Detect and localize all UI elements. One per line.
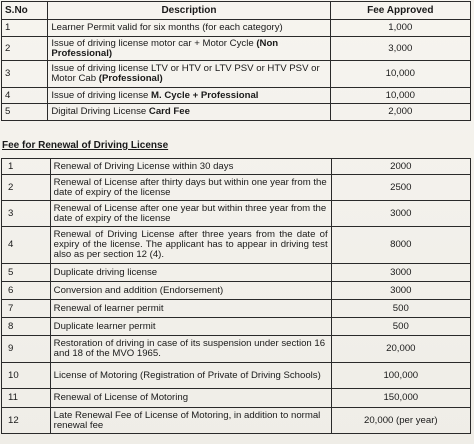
row-description: Duplicate driving license — [50, 264, 331, 282]
table-row — [2, 300, 471, 318]
table-row — [2, 408, 471, 434]
row-fee: 3,000 — [330, 37, 470, 61]
row-fee: 2500 — [331, 175, 470, 201]
table-row — [2, 389, 471, 408]
row-description: Duplicate learner permit — [50, 318, 331, 336]
row-sno: 8 — [2, 318, 51, 336]
row-description: Issue of driving license motor car + Motor Cycle (Non Professional) — [48, 37, 330, 61]
row-sno: 1 — [2, 159, 51, 175]
table-row — [2, 37, 471, 61]
row-fee: 8000 — [331, 227, 470, 264]
row-fee: 2000 — [331, 159, 470, 175]
row-description: License of Motoring (Registration of Private of Driving Schools) — [50, 363, 331, 389]
row-fee: 20,000 (per year) — [331, 408, 470, 434]
row-fee: 3000 — [331, 264, 470, 282]
row-fee: 100,000 — [331, 363, 470, 389]
row-fee: 10,000 — [330, 61, 470, 88]
row-fee: 500 — [331, 318, 470, 336]
table-row — [2, 282, 471, 300]
row-fee: 1,000 — [330, 20, 470, 37]
row-description: Restoration of driving in case of its suspension under section 16 and 18 of the MVO 1965. — [50, 336, 331, 363]
header-sno: S.No — [2, 2, 48, 20]
table-row — [2, 318, 471, 336]
row-sno: 2 — [2, 175, 51, 201]
row-fee: 10,000 — [330, 88, 470, 104]
row-sno: 12 — [2, 408, 51, 434]
row-sno: 2 — [2, 37, 48, 61]
row-sno: 9 — [2, 336, 51, 363]
table-row — [2, 61, 471, 88]
table-row — [2, 264, 471, 282]
row-fee: 3000 — [331, 282, 470, 300]
row-sno: 1 — [2, 20, 48, 37]
row-description: Renewal of License after thirty days but within one year from the date of expiry of the license — [50, 175, 331, 201]
row-sno: 4 — [2, 88, 48, 104]
row-sno: 3 — [2, 201, 51, 227]
row-sno: 3 — [2, 61, 48, 88]
row-description: Renewal of License after one year but within three year from the date of expiry of the license — [50, 201, 331, 227]
row-sno: 5 — [2, 104, 48, 121]
table-row — [2, 201, 471, 227]
row-description: Conversion and addition (Endorsement) — [50, 282, 331, 300]
row-fee: 500 — [331, 300, 470, 318]
table-row — [2, 227, 471, 264]
row-description: Renewal of learner permit — [50, 300, 331, 318]
row-sno: 10 — [2, 363, 51, 389]
row-description: Learner Permit valid for six months (for each category) — [48, 20, 330, 37]
row-sno: 4 — [2, 227, 51, 264]
row-description: Digital Driving License Card Fee — [48, 104, 330, 121]
row-sno: 11 — [2, 389, 51, 408]
row-fee: 150,000 — [331, 389, 470, 408]
row-fee: 3000 — [331, 201, 470, 227]
header-description: Description — [48, 2, 330, 20]
table-header-row — [2, 2, 471, 20]
row-fee: 20,000 — [331, 336, 470, 363]
row-description: Late Renewal Fee of License of Motoring, in addition to normal renewal fee — [50, 408, 331, 434]
row-description: Renewal of Driving License within 30 days — [50, 159, 331, 175]
row-sno: 7 — [2, 300, 51, 318]
row-sno: 5 — [2, 264, 51, 282]
table-row — [2, 20, 471, 37]
table-row — [2, 363, 471, 389]
row-description: Renewal of Driving License after three years from the date of expiry of the license. The applicant has to appear in driving test also as per section 12 (4). — [50, 227, 331, 264]
row-description: Renewal of License of Motoring — [50, 389, 331, 408]
fee-table-renewal — [1, 158, 471, 434]
row-sno: 6 — [2, 282, 51, 300]
header-fee: Fee Approved — [330, 2, 470, 20]
table-row — [2, 159, 471, 175]
table-row — [2, 104, 471, 121]
table-row — [2, 336, 471, 363]
table-row — [2, 175, 471, 201]
fee-table-issuance — [1, 1, 471, 121]
row-description: Issue of driving license M. Cycle + Professional — [48, 88, 330, 104]
row-fee: 2,000 — [330, 104, 470, 121]
row-description: Issue of driving license LTV or HTV or LTV PSV or HTV PSV or Motor Cab (Professional) — [48, 61, 330, 88]
section-title-renewal: Fee for Renewal of Driving License — [2, 140, 169, 151]
table-row — [2, 88, 471, 104]
